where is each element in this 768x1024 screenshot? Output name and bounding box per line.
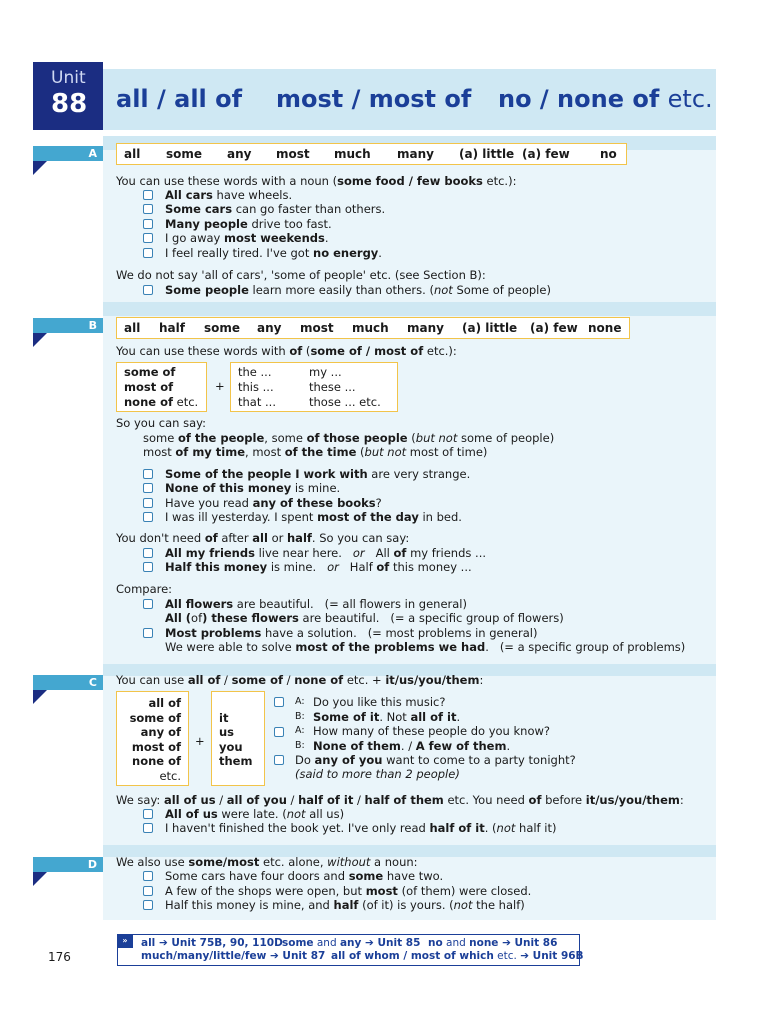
bullet-icon: [143, 900, 153, 910]
bullet-icon: [143, 248, 153, 258]
section-c-intro: You can use all of / some of / none of etc. + it/us/you/them:: [116, 673, 484, 687]
word: all: [124, 321, 141, 335]
title-none: no / none of etc.: [498, 85, 713, 113]
bullet-icon: [143, 871, 153, 881]
bullet-icon: [143, 190, 153, 200]
example: I haven't finished the book yet. I've only read half of it. (not half it): [165, 821, 557, 835]
word: all: [124, 147, 141, 161]
pronoun-box: it us you them: [211, 691, 265, 786]
bullet-icon: [143, 469, 153, 479]
section-a-intro: You can use these words with a noun (some food / few books etc.):: [116, 174, 517, 188]
example: Have you read any of these books?: [165, 496, 382, 510]
quantifier-box: some of most of none of etc.: [116, 362, 207, 412]
section-tab-d: D: [33, 857, 103, 872]
bullet-icon: [143, 483, 153, 493]
dont-need-of: You don't need of after all or half. So you can say:: [116, 531, 410, 545]
bullet-icon: [143, 498, 153, 508]
section-b-intro: You can use these words with of (some of / most of etc.):: [116, 344, 457, 358]
title-most: most / most of: [276, 85, 472, 113]
example: We were able to solve most of the problems we had. (= a specific group of problems): [165, 640, 686, 654]
dialogue-line: Some of it. Not all of it.: [313, 710, 461, 724]
example: A few of the shops were open, but most (of them) were closed.: [165, 884, 532, 898]
example: Some of the people I work with are very strange.: [165, 467, 471, 481]
section-d-intro: We also use some/most etc. alone, without a noun:: [116, 855, 418, 869]
bullet-icon: [143, 204, 153, 214]
page-number: 176: [48, 950, 71, 964]
bullet-icon: [143, 809, 153, 819]
word: (a) few: [522, 147, 570, 161]
bullet-icon: [274, 755, 284, 765]
word: many: [407, 321, 444, 335]
word: no: [600, 147, 617, 161]
section-b-band: [103, 302, 716, 316]
word: (a) few: [530, 321, 578, 335]
so-you-can-say: So you can say:: [116, 416, 206, 430]
example: Some cars can go faster than others.: [165, 202, 386, 216]
word: (a) little: [459, 147, 515, 161]
example: Half this money is mine. or Half of this money ...: [165, 560, 472, 574]
cross-reference-link[interactable]: some and any ➔ Unit 85: [282, 937, 421, 949]
quantifier-of-box: all of some of any of most of none of etc.: [116, 691, 189, 786]
bullet-icon: [143, 628, 153, 638]
determiner-box: the ... this ... that ... my ... these ... those ... etc.: [230, 362, 398, 412]
bullet-icon: [143, 823, 153, 833]
bullet-icon: [143, 599, 153, 609]
we-say: We say: all of us / all of you / half of it / half of them etc. You need of before it/us/you/them:: [116, 793, 684, 807]
compare-label: Compare:: [116, 582, 173, 596]
word: most: [276, 147, 310, 161]
bullet-icon: [143, 886, 153, 896]
dialogue-line: How many of these people do you know?: [313, 724, 550, 738]
cross-reference-link[interactable]: no and none ➔ Unit 86: [428, 937, 558, 949]
example: All (of) these flowers are beautiful. (= a specific group of flowers): [165, 611, 564, 625]
bullet-icon: [143, 548, 153, 558]
word: none: [588, 321, 622, 335]
dialogue-line: None of them. / A few of them.: [313, 739, 511, 753]
example: Half this money is mine, and half (of it) is yours. (not the half): [165, 898, 525, 912]
see-also-icon: »: [117, 934, 133, 948]
word: any: [227, 147, 252, 161]
bullet-icon: [274, 727, 284, 737]
example: All my friends live near here. or All of my friends ...: [165, 546, 487, 560]
bullet-icon: [143, 233, 153, 243]
bullet-icon: [274, 697, 284, 707]
example: All flowers are beautiful. (= all flowers in general): [165, 597, 467, 611]
example: Some people learn more easily than others. (not Some of people): [165, 283, 551, 297]
unit-label: Unit: [51, 68, 86, 88]
word: many: [397, 147, 434, 161]
word: some: [166, 147, 203, 161]
bullet-icon: [143, 219, 153, 229]
example: Some cars have four doors and some have two.: [165, 869, 444, 883]
example: some of the people, some of those people (but not some of people): [143, 431, 555, 445]
section-tab-c: C: [33, 675, 103, 690]
section-b-word-box: [116, 317, 630, 339]
word: (a) little: [462, 321, 518, 335]
example: I feel really tired. I've got no energy.: [165, 246, 382, 260]
example: I was ill yesterday. I spent most of the day in bed.: [165, 510, 462, 524]
unit-badge: [33, 62, 103, 130]
word: most: [300, 321, 334, 335]
word: much: [352, 321, 389, 335]
example: None of this money is mine.: [165, 481, 341, 495]
bullet-icon: [143, 285, 153, 295]
example: I go away most weekends.: [165, 231, 329, 245]
word: any: [257, 321, 282, 335]
word: some: [204, 321, 241, 335]
title-all: all / all of: [116, 85, 243, 113]
example: All of us were late. (not all us): [165, 807, 345, 821]
example: Do any of you want to come to a party tonight?: [295, 753, 576, 767]
section-tab-a: A: [33, 146, 103, 161]
example: All cars have wheels.: [165, 188, 293, 202]
dialogue-line: Do you like this music?: [313, 695, 446, 709]
bullet-icon: [143, 562, 153, 572]
example: Many people drive too fast.: [165, 217, 332, 231]
example: most of my time, most of the time (but not most of time): [143, 445, 488, 459]
cross-reference-link[interactable]: all ➔ Unit 75B, 90, 110D: [141, 937, 283, 949]
cross-reference-link[interactable]: much/many/little/few ➔ Unit 87: [141, 950, 326, 962]
see-also-box: [117, 934, 584, 966]
section-tab-b: B: [33, 318, 103, 333]
section-a-word-box: [116, 143, 627, 165]
section-a-note: We do not say 'all of cars', 'some of people' etc. (see Section B):: [116, 268, 486, 282]
party-note: (said to more than 2 people): [295, 767, 460, 781]
plus-sign: +: [215, 379, 225, 393]
word: much: [334, 147, 371, 161]
title-bar: [103, 69, 716, 130]
plus-sign: +: [195, 734, 205, 748]
unit-number: 88: [51, 89, 88, 119]
bullet-icon: [143, 512, 153, 522]
cross-reference-link[interactable]: all of whom / most of which etc. ➔ Unit 96B: [331, 950, 584, 962]
word: half: [159, 321, 185, 335]
example: Most problems have a solution. (= most problems in general): [165, 626, 538, 640]
